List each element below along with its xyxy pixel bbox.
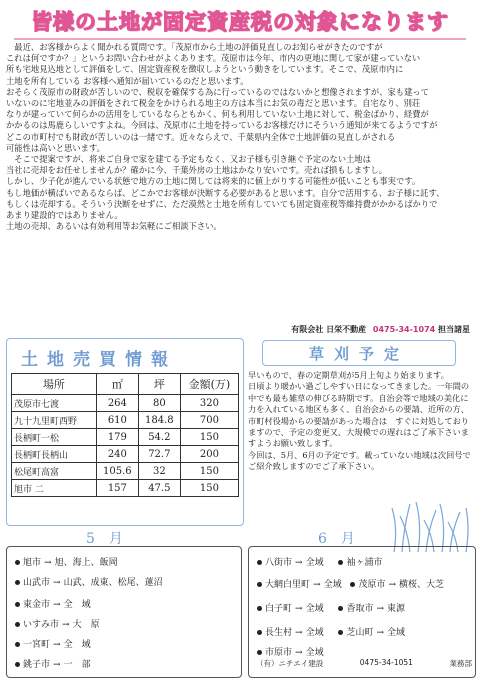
bullet-icon [338, 630, 343, 635]
cell-sqm: 157 [96, 480, 138, 497]
arrow-icon: → [295, 648, 303, 658]
bullet-icon [15, 642, 20, 647]
schedule-city: 大網白里町 [265, 580, 311, 590]
schedule-item [15, 555, 118, 568]
cell-price: 200 [180, 446, 238, 463]
bullet-icon [257, 582, 262, 587]
bullet-icon [257, 630, 262, 635]
schedule-city: 香取市 [346, 604, 374, 614]
arrow-icon: → [53, 578, 61, 588]
schedule-city: 白子町 [265, 604, 293, 614]
schedule-area: 全域 [305, 648, 324, 658]
intro-line: あまり建設的ではありません。 [6, 210, 123, 221]
intro-line: 土地を所有している お客様へ通知が届いているのだと思います。 [6, 75, 249, 86]
intro-line: 最近、お客様からよく聞かれる質問です。「茂原市から土地の評価見直しのお知らせがきたのですが [6, 42, 383, 52]
intro-line: しかし、少子化が進んでいる状態で地方の土地に関しては将来的に値上がりする可能性が低いことも事実です。 [6, 176, 421, 187]
mowing-paragraph: 日頃より暖かい過ごしやすい日になってきました。一年間の中でも最も雑草の伸びる時期です。自治会等で地域の美化に力を入れている地区も多く、自治会からの要請、近所の方、市町村役場からの要請があった場合は すぐに対処しておりますので、予定の変更又、大規模での遅れはご了承下さいますようお願い致します。 [248, 381, 470, 449]
schedule-city: 東金市 [23, 600, 51, 610]
header-banner [14, 4, 466, 40]
schedule-area: 旭、海上、飯岡 [54, 558, 118, 568]
schedule-city: 長生村 [265, 628, 293, 638]
schedule-city: 芝山町 [346, 628, 374, 638]
land-sales-table [11, 373, 239, 497]
footer-dept: 業務部 [449, 659, 472, 668]
bullet-icon [338, 606, 343, 611]
schedule-city: 袖ヶ浦市 [346, 558, 383, 568]
cell-sqm: 264 [96, 395, 138, 412]
arrow-icon: → [53, 640, 61, 650]
footer-company: （有）ニチエイ建設 [256, 659, 324, 668]
schedule-item [15, 637, 91, 650]
intro-line: いないのに宅地並みの評価をされて税金をかけられる地主の方は本当にお気の毒だと思います。自宅なり、別荘 [6, 98, 421, 109]
cell-price: 150 [180, 463, 238, 480]
schedule-city: 山武市 [23, 578, 51, 588]
schedule-area: 全 域 [63, 640, 91, 650]
intro-line: もしくは売却する。そういう決断をせずに、ただ漠然と土地を所有していても固定資産税等維持費がかかるばかりで [6, 198, 438, 209]
intro-line: なりが建っていて何らかの活用をしているならともかく、何も利用していない土地に対して、税金ばかり、経費が [6, 109, 429, 120]
column-header-price: 金額(万) [180, 374, 238, 395]
intro-line: 土地の売却、あるいは有効利用等お気軽にご相談下さい。 [6, 221, 222, 232]
table-row [12, 395, 239, 412]
arrow-icon: → [44, 558, 52, 568]
table-row [12, 429, 239, 446]
schedule-city: いすみ市 [23, 620, 60, 630]
schedule-area: 東源 [387, 604, 406, 614]
arrow-icon: → [53, 660, 61, 670]
cell-tsubo: 184.8 [138, 412, 180, 429]
schedule-city: 銚子市 [23, 660, 51, 670]
bullet-icon [15, 602, 20, 607]
schedule-city: 八街市 [265, 558, 293, 568]
intro-line: かかるのは馬鹿らしいですよね。今回は、茂原市に土地を持っているお客様だけにそういう通知が来てるようですが [6, 120, 438, 131]
table-row [12, 412, 239, 429]
company-phone: 0475-34-1074 [372, 325, 436, 334]
schedule-area: 全 域 [63, 600, 91, 610]
cell-tsubo: 47.5 [138, 480, 180, 497]
company-name: 有限会社 日栄不動産 [291, 325, 367, 334]
intro-line: もし地価が横ばいであるならば、どこかでお客様が決断する必要があると思います。自分で活用する、お子様に託す、 [6, 187, 445, 198]
intro-line: どこの市町村でも財政が苦しいのは一緒です。近々ならえで、千葉県内全体で土地評価の見直しがされる [6, 131, 396, 142]
june-label: 6 月 [318, 531, 355, 547]
cell-price: 320 [180, 395, 238, 412]
schedule-area: 全域 [323, 580, 342, 590]
intro-article [6, 42, 472, 232]
cell-tsubo: 32 [138, 463, 180, 480]
schedule-area: 大 原 [72, 620, 100, 630]
bullet-icon [257, 650, 262, 655]
arrow-icon: → [53, 600, 61, 610]
schedule-item [15, 657, 91, 670]
mowing-title: 草刈予定 [308, 344, 409, 363]
column-header-sqm: ㎡ [96, 374, 138, 395]
schedule-area: 全域 [305, 604, 324, 614]
column-header-tsubo: 坪 [138, 374, 180, 395]
intro-line: そこで提案ですが、将来ご自身で家を建てる予定もなく、又お子様も引き継ぐ予定のない土地は [6, 154, 371, 165]
cell-tsubo: 72.7 [138, 446, 180, 463]
schedule-area: 一 部 [63, 660, 91, 670]
mowing-paragraph: 早いもので、春の定期草刈が5月上旬より始まります。 [248, 370, 449, 380]
column-header-location: 場所 [12, 374, 97, 395]
cell-sqm: 240 [96, 446, 138, 463]
footer-contact [256, 658, 472, 669]
bullet-icon [350, 582, 355, 587]
cell-price: 700 [180, 412, 238, 429]
schedule-item [15, 617, 100, 630]
table-header-row [12, 374, 239, 395]
schedule-item [15, 597, 91, 610]
arrow-icon: → [376, 604, 385, 614]
bullet-icon [257, 560, 262, 565]
mowing-paragraph: 今回は、5月、6月の予定です。載っていない地域は次回号でご紹介致しますのでご了承下さい。 [248, 449, 471, 472]
cell-location: 松尾町高富 [12, 463, 97, 480]
schedule-area: 全域 [387, 628, 406, 638]
cell-price: 150 [180, 429, 238, 446]
schedule-area: 全域 [305, 558, 324, 568]
schedule-item [257, 601, 405, 614]
cell-price: 150 [180, 480, 238, 497]
table-row [12, 480, 239, 497]
arrow-icon: → [62, 620, 70, 630]
land-sales-title: 土地売買情報 [21, 350, 177, 370]
arrow-icon: → [376, 628, 385, 638]
bullet-icon [257, 606, 262, 611]
arrow-icon: → [295, 558, 303, 568]
intro-line: 所も宅地見込地として評価をして、固定資産税を徴収しようという動きをしています。そこで、茂原市内に [6, 64, 404, 75]
mowing-text [248, 370, 472, 473]
cell-sqm: 179 [96, 429, 138, 446]
arrow-icon: → [295, 628, 303, 638]
cell-sqm: 610 [96, 412, 138, 429]
bullet-icon [15, 580, 20, 585]
bullet-icon [338, 560, 343, 565]
company-contact [240, 324, 470, 335]
cell-tsubo: 80 [138, 395, 180, 412]
mowing-title-box [262, 340, 456, 366]
schedule-area: 横桜、大芝 [399, 580, 445, 590]
cell-tsubo: 54.2 [138, 429, 180, 446]
cell-location: 旭市 二 [12, 480, 97, 497]
schedule-area: 山武、成東、松尾、蓮沼 [63, 578, 163, 588]
schedule-item [257, 577, 444, 590]
intro-line: 当社に売却をお任せしませんか？確かに今、千葉外房の土地はかなり安いです。売れば損もしますし。 [6, 165, 387, 176]
schedule-city: 一宮町 [23, 640, 51, 650]
cell-sqm: 105.6 [96, 463, 138, 480]
intro-line: おそらく茂原市の財政が苦しいので、税収を確保する為に行っているのではないかと想像されますが、家も建って [6, 86, 429, 97]
may-label: 5 月 [86, 531, 123, 547]
may-schedule-box [6, 546, 242, 678]
bullet-icon [15, 560, 20, 565]
bullet-icon [15, 622, 20, 627]
bullet-icon [15, 662, 20, 667]
schedule-city: 市原市 [265, 648, 293, 658]
arrow-icon: → [295, 604, 303, 614]
company-person: 担当諸星 [438, 325, 470, 334]
cell-location: 長柄町一松 [12, 429, 97, 446]
schedule-area: 全域 [305, 628, 324, 638]
intro-line: これは何ですか？」というお問い合わせがよくあります。茂原市は今年、市内の更地に関して家が建っていない [6, 53, 421, 64]
table-row [12, 446, 239, 463]
schedule-item [257, 625, 405, 638]
intro-line: 可能性は高いと思います。 [6, 142, 105, 153]
cell-location: 茂原市七渡 [12, 395, 97, 412]
arrow-icon: → [313, 580, 321, 590]
schedule-item [15, 575, 163, 588]
cell-location: 長柄町長柄山 [12, 446, 97, 463]
cell-location: 九十九里町西野 [12, 412, 97, 429]
schedule-city: 茂原市 [358, 580, 386, 590]
schedule-item [257, 555, 382, 568]
land-sales-box [6, 338, 244, 526]
arrow-icon: → [388, 580, 397, 590]
footer-phone: 0475-34-1051 [359, 658, 413, 667]
page-title: 皆様の土地が固定資産税の対象になります [31, 10, 449, 34]
schedule-city: 旭市 [23, 558, 42, 568]
table-row [12, 463, 239, 480]
schedule-item [257, 645, 324, 658]
